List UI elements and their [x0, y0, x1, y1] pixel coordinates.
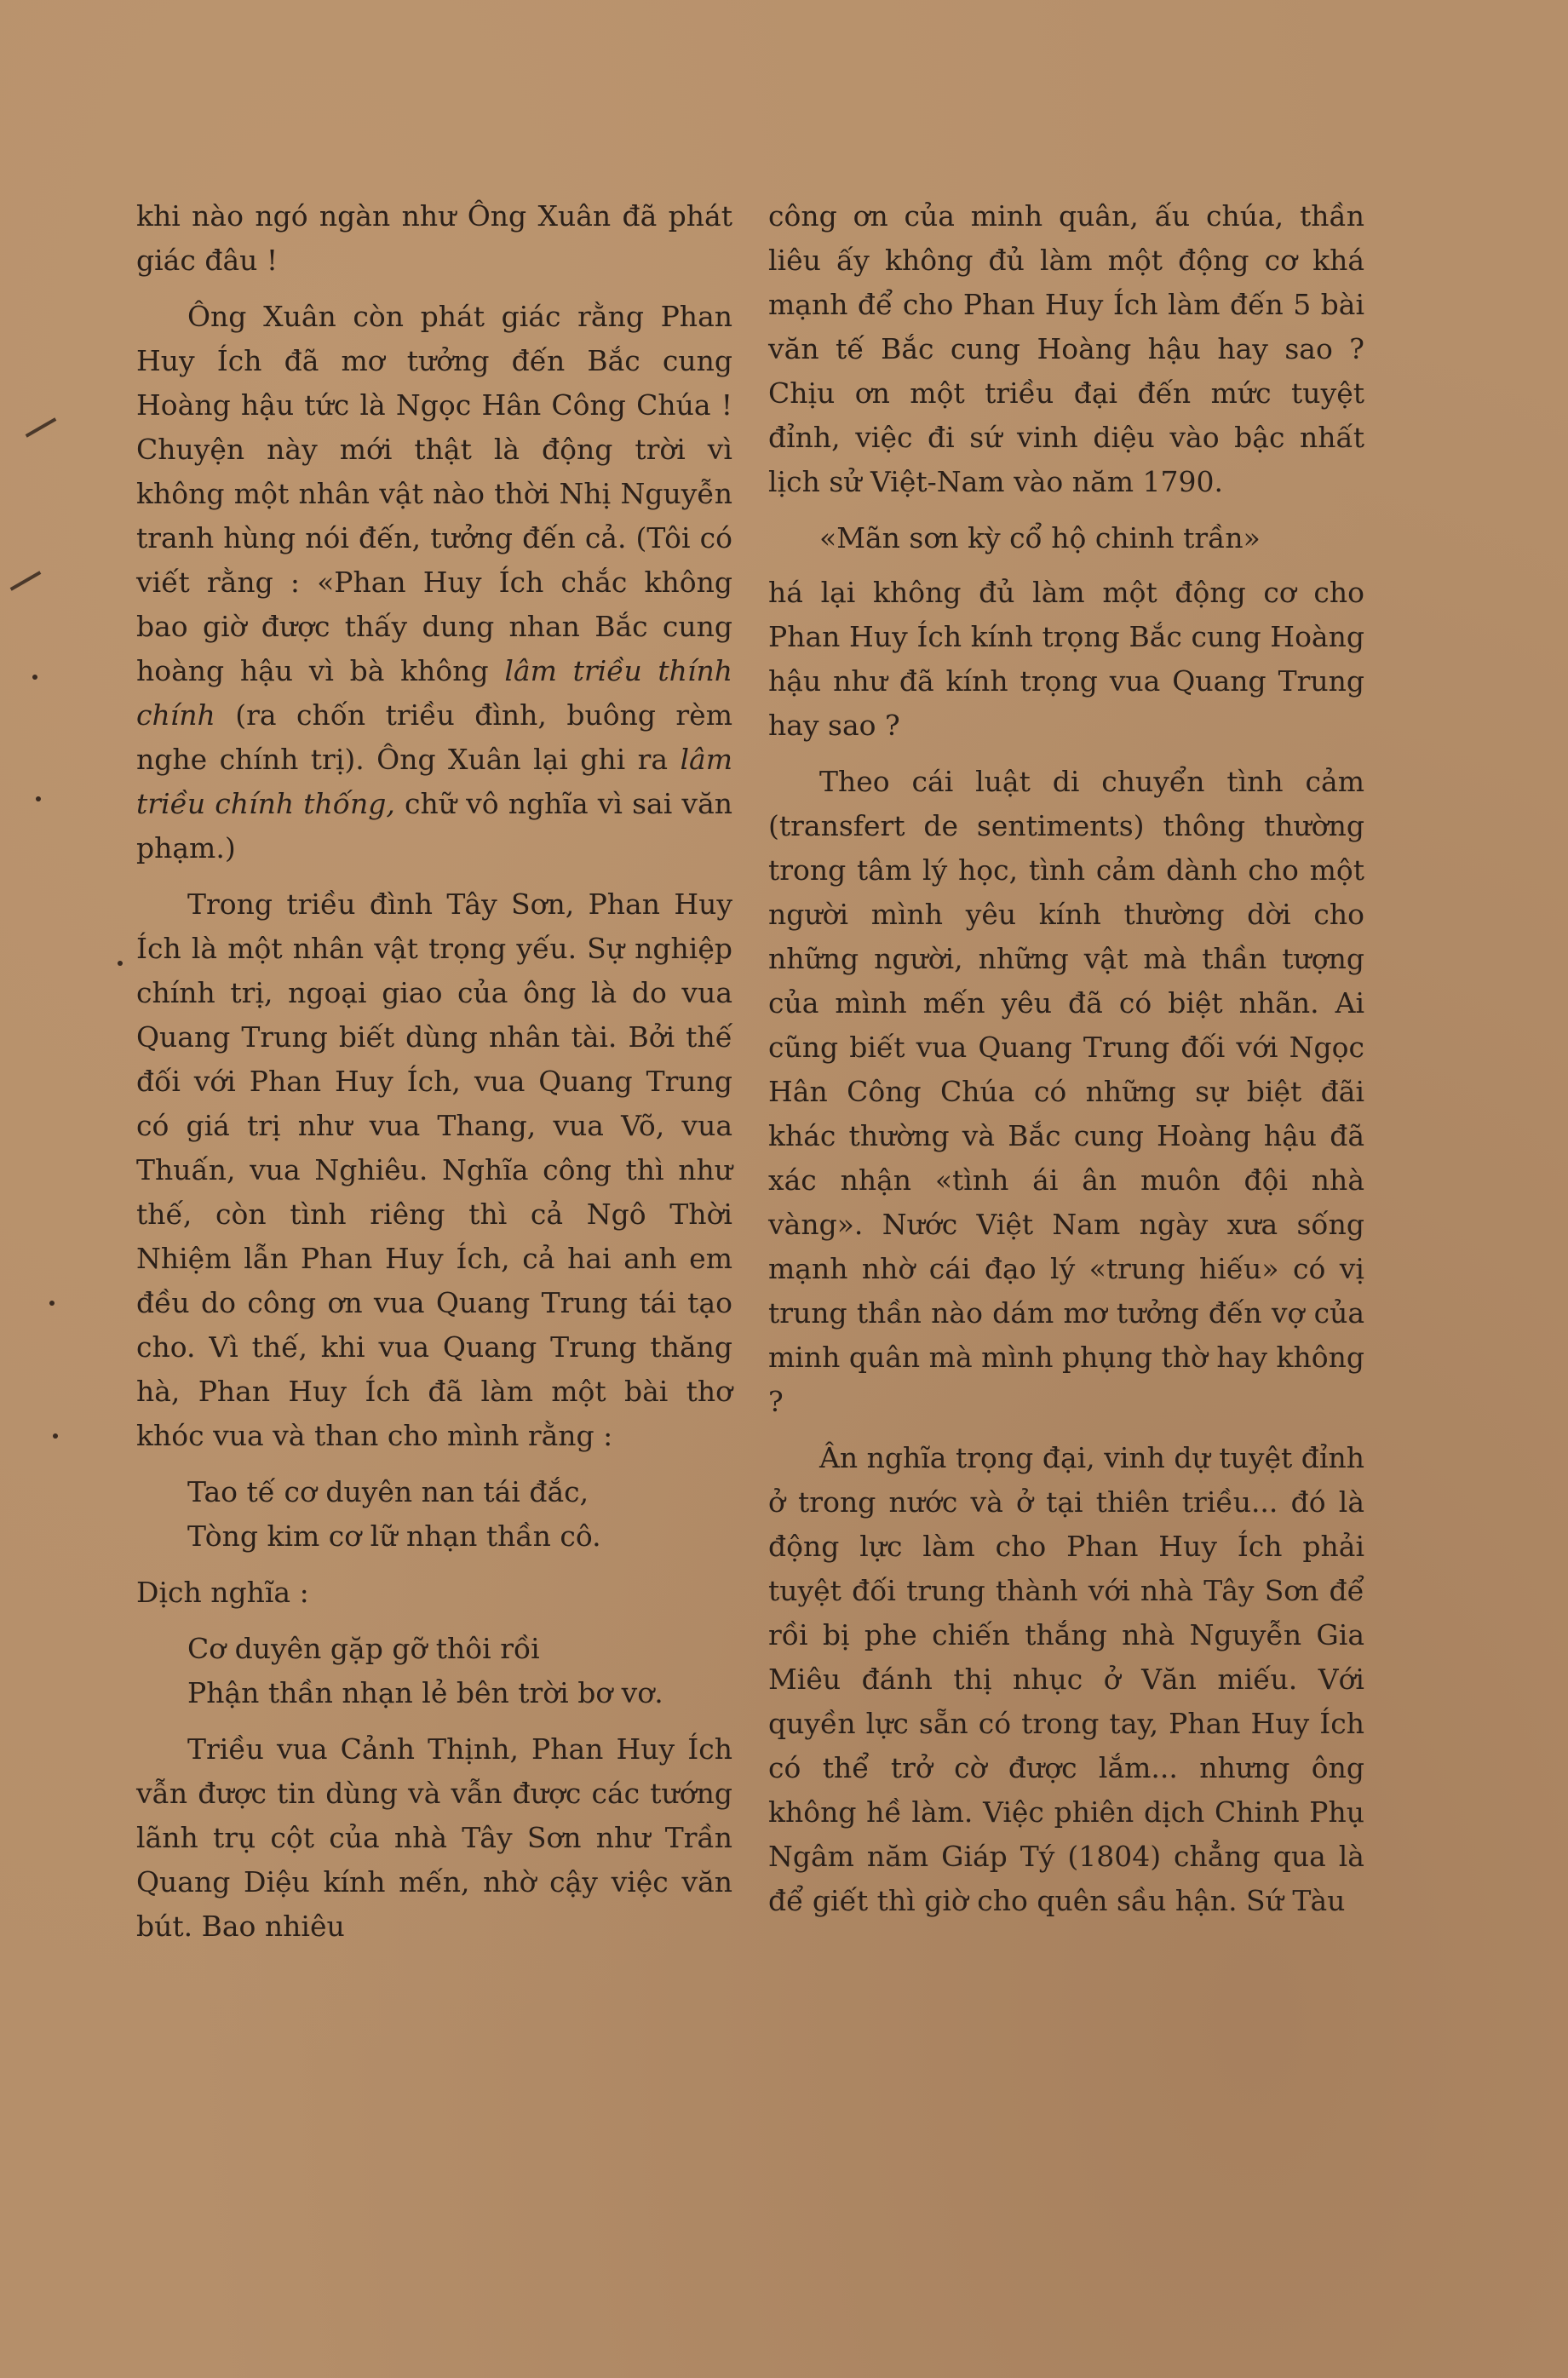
paragraph-right-3: Theo cái luật di chuyển tình cảm (transfert de sentiments) thông thường trong tâm lý học, tình cảm dành cho một người mình yêu kính thường dời cho những người, những vật mà thần tượng của mình mến yêu đã có biệt nhãn. Ai cũng biết vua Quang Trung đối với Ngọc Hân Công Chúa có những sự biệt đãi khác thường và Bắc cung Hoàng hậu đã xác nhận «tình ái ân muôn đội nhà vàng». Nước Việt Nam ngày xưa sống mạnh nhờ cái đạo lý «trung hiếu» có vị trung thần nào dám mơ tưởng đến vợ của minh quân mà mình phụng thờ hay không ?: [768, 765, 1364, 1418]
paragraph-right-1: công ơn của minh quân, ấu chúa, thần liêu ấy không đủ làm một động cơ khá mạnh để cho Phan Huy Ích làm đến 5 bài văn tế Bắc cung Hoàng hậu hay sao ? Chịu ơn một triều đại đến mức tuyệt đỉnh, việc đi sứ vinh diệu vào bậc nhất lịch sử Việt-Nam vào năm 1790.: [768, 199, 1364, 498]
margin-spot: [49, 1301, 55, 1306]
paragraph-left-3: Trong triều đình Tây Sơn, Phan Huy Ích là một nhân vật trọng yếu. Sự nghiệp chính trị, ngoại giao của ông là do vua Quang Trung biết dùng nhân tài. Bởi thế đối với Phan Huy Ích, vua Quang Trung có giá trị như vua Thang, vua Võ, vua Thuấn, vua Nghiêu. Nghĩa công thì như thế, còn tình riêng thì cả Ngô Thời Nhiệm lẫn Phan Huy Ích, cả hai anh em đều do công ơn vua Quang Trung tái tạo cho. Vì thế, khi vua Quang Trung thăng hà, Phan Huy Ích đã làm một bài thơ khóc vua và than cho mình rằng :: [136, 887, 732, 1452]
paragraph-left-2-text-c: chữ vô nghĩa vì sai văn phạm.): [136, 787, 732, 864]
verse-translation-line-1: Cơ duyên gặp gỡ thôi rồi: [187, 1632, 540, 1665]
verse-translation: [187, 1627, 732, 1715]
paragraph-right-4: Ân nghĩa trọng đại, vinh dự tuyệt đỉnh ở trong nước và ở tại thiên triều... đó là động lực làm cho Phan Huy Ích phải tuyệt đối trung thành với nhà Tây Sơn để rồi bị phe chiến thắng nhà Nguyễn Gia Miêu đánh thị nhục ở Văn miếu. Với quyền lực sẵn có trong tay, Phan Huy Ích có thể trở cờ được lắm... nhưng ông không hề làm. Việc phiên dịch Chinh Phụ Ngâm năm Giáp Tý (1804) chẳng qua là để giết thì giờ cho quên sầu hận. Sứ Tàu: [768, 1441, 1364, 1917]
margin-spot: [118, 961, 123, 966]
paragraph-left-2-text-b: (ra chốn triều đình, buông rèm nghe chính trị). Ông Xuân lại ghi ra: [136, 698, 732, 776]
translation-label: Dịch nghĩa :: [136, 1576, 309, 1609]
verse-original-line-1: Tao tế cơ duyên nan tái đắc,: [187, 1475, 589, 1508]
paragraph-left-2-text-a: Ông Xuân còn phát giác rằng Phan Huy Ích đã mơ tưởng đến Bắc cung Hoàng hậu tức là Ngọc Hân Công Chúa ! Chuyện này mới thật là động trời vì không một nhân vật nào thời Nhị Nguyễn tranh hùng nói đến, tưởng đến cả. (Tôi có viết rằng : «Phan Huy Ích chắc không bao giờ được thấy dung nhan Bắc cung hoàng hậu vì bà không: [136, 300, 732, 687]
verse-original-line-2: Tòng kim cơ lữ nhạn thần cô.: [187, 1519, 601, 1553]
margin-spot: [53, 1433, 58, 1439]
paragraph-left-2-italic-1: lâm triều thính chính: [136, 654, 733, 732]
paragraph-left-4: Triều vua Cảnh Thịnh, Phan Huy Ích vẫn được tin dùng và vẫn được các tướng lãnh trụ cột của nhà Tây Sơn như Trần Quang Diệu kính mến, nhờ cậy việc văn bút. Bao nhiêu: [136, 1732, 732, 1943]
right-column: [768, 194, 1364, 1935]
paragraph-left-2: [136, 295, 732, 870]
margin-mark: [10, 571, 42, 590]
verse-translation-line-2: Phận thần nhạn lẻ bên trời bơ vơ.: [187, 1676, 663, 1709]
quote-line: «Mãn sơn kỳ cổ hộ chinh trần»: [819, 521, 1261, 554]
paragraph-right-2: há lại không đủ làm một động cơ cho Phan Huy Ích kính trọng Bắc cung Hoàng hậu như đã kính trọng vua Quang Trung hay sao ?: [768, 576, 1364, 742]
paragraph-left-2-italic-2: lâm triều chính thống,: [136, 743, 732, 820]
margin-spot: [32, 675, 37, 680]
margin-mark: [26, 417, 57, 437]
paragraph-left-1: khi nào ngó ngàn như Ông Xuân đã phát giác đâu !: [136, 199, 732, 277]
verse-original: [187, 1470, 732, 1559]
margin-spot: [36, 796, 41, 801]
left-column: [136, 194, 732, 1961]
